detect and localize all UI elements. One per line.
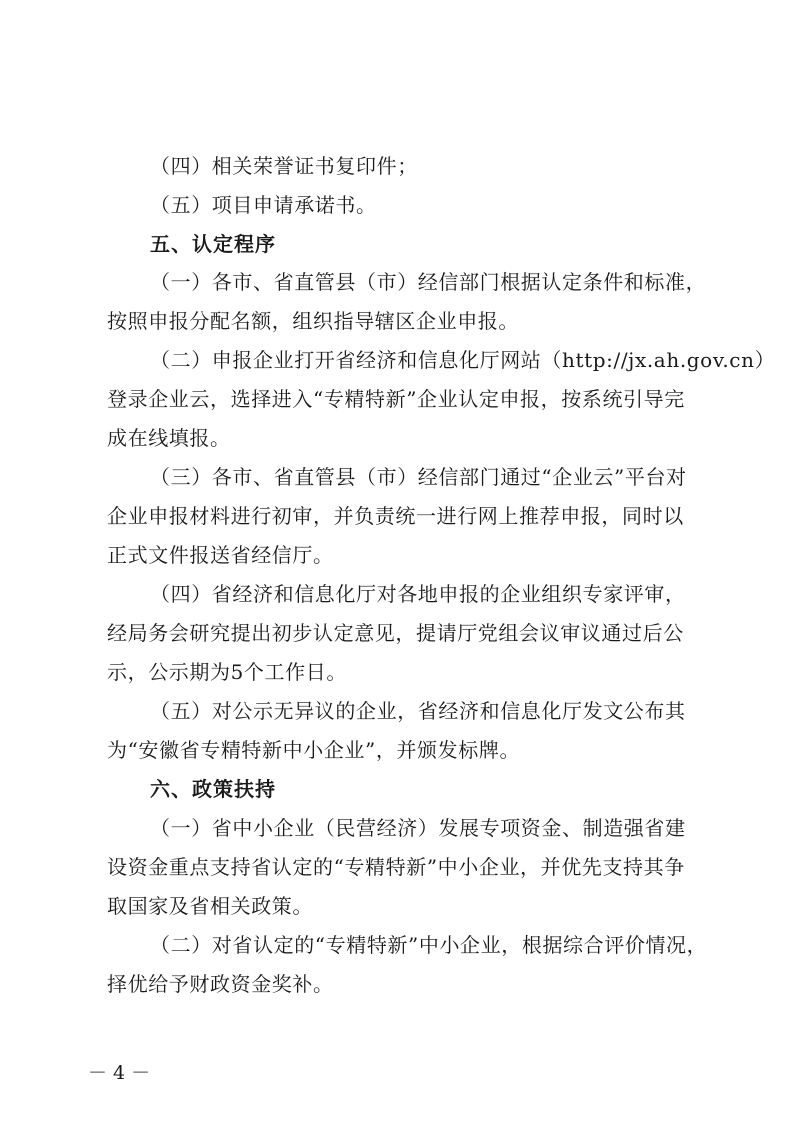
paragraph-line: （四）省经济和信息化厅对各地申报的企业组织专家评审， (150, 582, 686, 606)
list-item-commitment-letter: （五）项目申请承诺书。 (150, 193, 377, 217)
paragraph-line: 示，公示期为5个工作日。 (107, 660, 347, 684)
paragraph-line: 企业申报材料进行初审，并负责统一进行网上推荐申报，同时以 (107, 504, 684, 528)
paragraph-line: 经局务会研究提出初步认定意见，提请厅党组会议审议通过后公 (107, 621, 684, 645)
paragraph-line: （一）省中小企业（民营经济）发展专项资金、制造强省建 (150, 816, 686, 840)
paragraph-line: （二）对省认定的“专精特新”中小企业，根据综合评价情况， (150, 933, 708, 957)
list-item-honor-certificates: （四）相关荣誉证书复印件； (150, 154, 418, 178)
section-heading-policy-support: 六、政策扶持 (150, 777, 276, 801)
paragraph-line: （二）申报企业打开省经济和信息化厅网站（http://jx.ah.gov.cn） (150, 348, 776, 372)
paragraph-line: （三）各市、省直管县（市）经信部门通过“企业云”平台对 (150, 465, 687, 489)
paragraph-line: 取国家及省相关政策。 (107, 894, 313, 918)
paragraph-line: （一）各市、省直管县（市）经信部门根据认定条件和标准， (150, 270, 707, 294)
paragraph-line: 设资金重点支持省认定的“专精特新”中小企业，并优先支持其争 (107, 855, 685, 879)
paragraph-line: 成在线填报。 (107, 426, 231, 450)
paragraph-line: 按照申报分配名额，组织指导辖区企业申报。 (107, 309, 519, 333)
section-heading-recognition-procedure: 五、认定程序 (150, 232, 276, 256)
paragraph-line: 为“安徽省专精特新中小企业”，并颁发标牌。 (107, 738, 521, 762)
page-number: － 4 － (88, 1062, 151, 1084)
paragraph-line: 正式文件报送省经信厅。 (107, 543, 334, 567)
paragraph-line: （五）对公示无异议的企业，省经济和信息化厅发文公布其 (150, 699, 686, 723)
paragraph-line: 择优给予财政资金奖补。 (107, 972, 334, 996)
paragraph-line: 登录企业云，选择进入“专精特新”企业认定申报，按系统引导完 (107, 387, 685, 411)
